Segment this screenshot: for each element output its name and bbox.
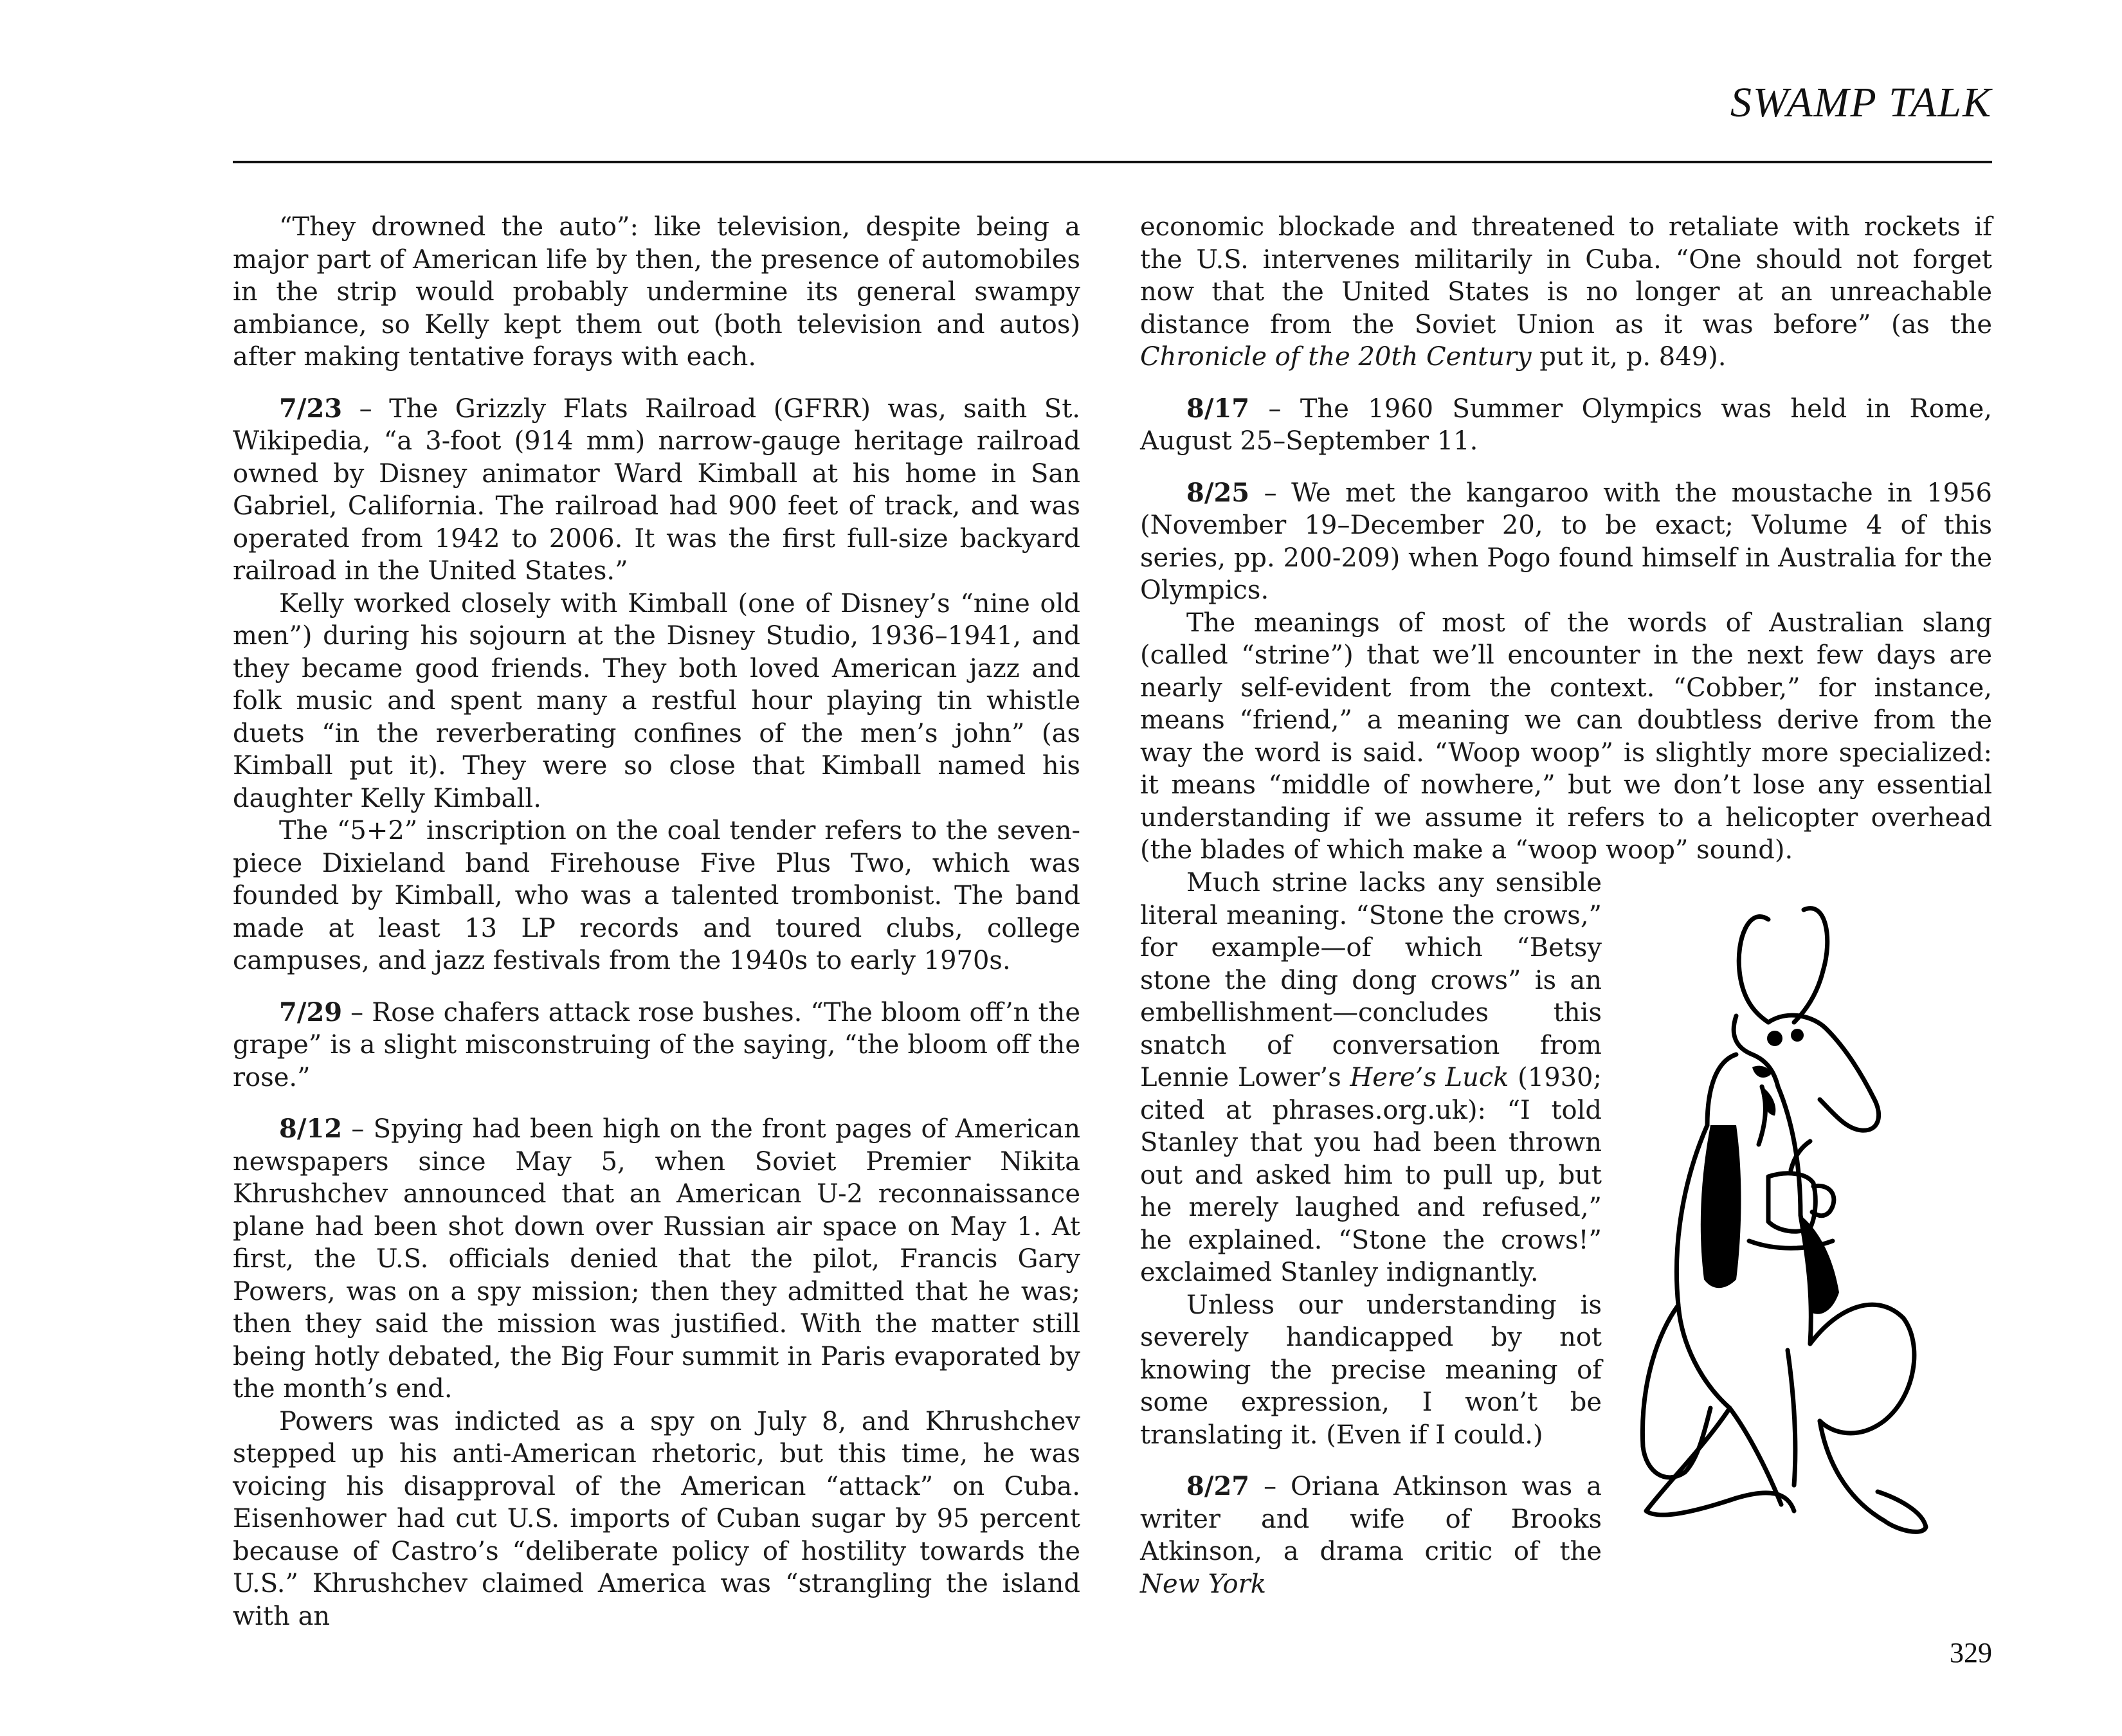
paragraph-auto: “They drowned the auto”: like television, despite being a major part of American life by then, the presence of automobiles in the strip would probably undermine its general swampy ambiance, so Kelly kept them out (both television and autos) after making tentative forays with each. (233, 212, 1080, 372)
entry-text: – Spying had been high on the front pages of American newspapers since May 5, when Soviet Premier Nikita Khrushchev announced that an American U-2 reconnaissance plane had been shot down over Russian air space on May 1. At first, the U.S. officials denied that the pilot, Francis Gary Powers, was on a spy mission; then they admitted that he was; then they said the mission was justified. With the matter still being hotly debated, the Big Four summit in Paris evaporated by the month’s end. (233, 1114, 1080, 1404)
left-column (233, 211, 1080, 1632)
running-header: SWAMP TALK (1730, 79, 1992, 126)
kangaroo-illustration (1640, 894, 1929, 1569)
entry-7-29 (233, 997, 1080, 1094)
right-column-top (1140, 211, 1992, 867)
paragraph-firehouse: The “5+2” inscription on the coal tender refers to the seven-piece Dixieland band Firehouse Five Plus Two, which was founded by Kimball, who was a talented trombonist. The band made at least 13 LP records and toured clubs, college campuses, and jazz festivals from the 1940s to early 1970s. (233, 816, 1080, 975)
book-title: Chronicle of the 20th Century (1140, 342, 1532, 372)
page-number: 329 (1950, 1637, 1992, 1668)
paragraph-blockade (1140, 211, 1992, 374)
entry-text: – We met the kangaroo with the moustache in 1956 (November 19–December 20, to be exact; Volume 4 of this series, pp. 200-209) when Pogo found himself in Australia for the Olympics. (1140, 478, 1992, 605)
entry-8-25 (1140, 477, 1992, 607)
entry-8-12 (233, 1113, 1080, 1406)
entry-7-23 (233, 393, 1080, 588)
paragraph-strine: The meanings of most of the words of Australian slang (called “strine”) that we’ll encounter in the next few days are nearly self-evident from the context. “Cobber,” for instance, means “friend,” a meaning we can doubtless derive from the way the word is said. “Woop woop” is slightly more specialized: it means “middle of nowhere,” but we don’t lose any essential understanding if we assume it refers to a helicopter overhead (the blades of which make a “woop woop” sound). (1140, 608, 1992, 865)
date-label: 8/27 (1186, 1471, 1250, 1501)
entry-text: – The 1960 Summer Olympics was held in Rome, August 25–September 11. (1140, 393, 1992, 456)
entry-text: – Oriana Atkinson was a writer and wife of Brooks Atkinson, a drama critic of the (1140, 1472, 1602, 1566)
text-run: Much strine lacks any sensible literal meaning. “Stone the crows,” for example—of which “Betsy stone the ding dong crows” is an embellishment—concludes this snatch of conversation from Lennie Lower’s (1140, 868, 1602, 1092)
entry-text: – The Grizzly Flats Railroad (GFRR) was, saith St. Wikipedia, “a 3-foot (914 mm) narrow-gauge heritage railroad owned by Disney animator Ward Kimball at his home in San Gabriel, California. The railroad had 900 feet of track, and was operated from 1942 to 2006. It was the first full-size backyard railroad in the United States.” (233, 393, 1080, 586)
entry-8-17 (1140, 393, 1992, 458)
text-run: put it, p. 849). (1531, 342, 1727, 372)
paragraph-stone-the-crows (1140, 867, 1602, 1289)
header-rule (233, 161, 1992, 163)
paragraph-powers: Powers was indicted as a spy on July 8, and Khrushchev stepped up his anti-American rhetoric, but this time, he was voicing his disapproval of the American “attack” on Cuba. Eisenhower had cut U.S. imports of Cuban sugar by 95 percent because of Castro’s “deliberate policy of hostility towards the U.S.” Khrushchev claimed America was “strangling the island with an (233, 1406, 1080, 1631)
date-label: 8/17 (1186, 393, 1250, 424)
book-title: Here’s Luck (1350, 1063, 1509, 1092)
kangaroo-cartoon-icon (1640, 894, 1929, 1569)
text-run: economic blockade and threatened to retaliate with rockets if the U.S. intervenes militarily in Cuba. “One should not forget now that the United States is no longer at an unreachable distance from the Soviet Union as it was before” (as the (1140, 212, 1992, 339)
entry-text: – Rose chafers attack rose bushes. “The bloom off’n the grape” is a slight misconstruing of the saying, “the bloom off the rose.” (233, 997, 1080, 1092)
newspaper-title: New York (1140, 1569, 1266, 1599)
paragraph-translating: Unless our understanding is severely handicapped by not knowing the precise meaning of some expression, I won’t be translating it. (Even if I could.) (1140, 1290, 1602, 1450)
date-label: 8/25 (1186, 477, 1250, 508)
date-label: 7/29 (279, 997, 343, 1027)
date-label: 8/12 (279, 1114, 343, 1144)
entry-8-27 (1140, 1470, 1602, 1600)
text-run: (1930; cited at phrases.org.uk): “I told Stanley that you had been thrown out and asked him to pull up, but he merely laughed and refused,” he explained. “Stone the crows!” exclaimed Stanley indignantly. (1140, 1063, 1602, 1287)
right-column-narrow (1140, 867, 1602, 1600)
paragraph-kimball: Kelly worked closely with Kimball (one of Disney’s “nine old men”) during his sojourn at the Disney Studio, 1936–1941, and they became good friends. They both loved American jazz and folk music and spent many a restful hour playing tin whistle duets “in the reverberating confines of the men’s john” (as Kimball put it). They were so close that Kimball named his daughter Kelly Kimball. (233, 588, 1080, 813)
date-label: 7/23 (279, 393, 343, 424)
